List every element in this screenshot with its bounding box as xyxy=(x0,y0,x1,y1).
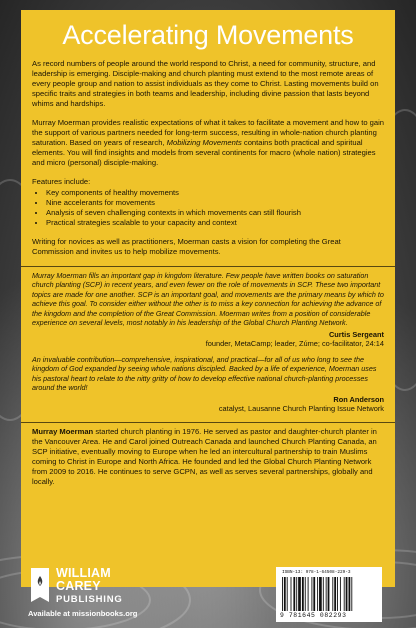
book-title: Accelerating Movements xyxy=(62,20,354,50)
endorser-role-2: catalyst, Lausanne Church Planting Issue Network xyxy=(218,403,384,413)
description-paragraph-2: Murray Moerman provides realistic expectations of what it takes to facilitate a movement and how to gain the support of various partners needed for long-term success, resulting in whole-nation church planting saturation. Based on years of research, Mobilizing Movements contains both practical and spiritual elements. You will find insights and models from several continents for macro (whole nation) strategies and micro (personal) disciple-making. xyxy=(32,118,385,168)
endorser-name-1: Curtis Sergeant xyxy=(328,329,384,339)
isbn-label: ISBN-13: 978-1-64508-229-3 xyxy=(282,570,351,575)
feature-item: • Key components of healthy movements xyxy=(46,188,384,198)
publisher-name: WILLIAM CAREY PUBLISHING xyxy=(56,566,123,605)
description-paragraph-1: As record numbers of people around the world respond to Christ, a need for community, structure, and leadership is emerging. Disciple-making and church planting must extend to the most remote areas of every people group and nation to assist individuals as they come to Christ. Lasting movements build on specific traits and strategies in both teams and leadership, including divine passion that lasts beyond whims and hardships. xyxy=(32,59,379,109)
endorser-name-2: Ron Anderson xyxy=(333,394,384,404)
publisher-logo xyxy=(28,566,168,626)
isbn-barcode xyxy=(276,567,382,622)
author-name: Murray Moerman xyxy=(32,426,94,436)
endorser-role-1: founder, MetaCamp; leader, Zúme; co-facilitator, 24:14 xyxy=(205,338,384,348)
book-reference: Mobilizing Movements xyxy=(166,138,242,148)
features-list xyxy=(32,188,384,227)
book-flame-icon xyxy=(28,566,52,604)
text-panel xyxy=(21,10,395,587)
feature-item: • Analysis of seven challenging contexts in which movements can still flourish xyxy=(46,208,384,218)
isbn-digits: 9 781645 082293 xyxy=(280,612,347,619)
endorsement-quote-2: An invaluable contribution—comprehensive, inspirational, and practical—for all of us who long to see the kingdom of God expanded by seeing whole nations discipled. Backed by a life of experience, Moerman uses his pastoral heart to relate to the nitty gritty of how to develop effective national church-planting processes around the world! xyxy=(32,354,377,393)
description-paragraph-3: Writing for novices as well as practitioners, Moerman casts a vision for completing the Great Commission and invites us to help mobilize movements. xyxy=(32,236,341,256)
feature-item: • Nine accelerants for movements xyxy=(46,198,384,208)
endorsement-quote-1: Murray Moerman fills an important gap in kingdom literature. Few people have written books on saturation church planting (SCP) in recent years, and even fewer on the role of movements in SCP. These two important topics are made for one another. SCP is an important goal, and movements are the primary means by which to achieve this goal. To consider either without the other is to miss a key connection for achieving the advance of the kingdom and the completion of the Great Commission. Moerman writes from a position of considerable experience on several levels, most notably in his leadership of the Global Church Planting Network. xyxy=(32,270,384,328)
barcode-icon xyxy=(282,577,376,611)
feature-item: • Practical strategies scalable to your capacity and context xyxy=(46,218,384,228)
section-divider xyxy=(21,266,395,267)
publisher-website: Available at missionbooks.org xyxy=(28,609,138,618)
section-divider xyxy=(21,422,395,423)
author-bio: Murray Moerman started church planting in 1976. He served as pastor and daughter-church planter in the Vancouver Area. He and Carol joined Outreach Canada and launched Church Planting Canada, an SCP initiative, eventually moving to Europe when he led an intercultural partnership to train Muslims coming to Christ in Europe and North Africa. He founded and led the Global Church Planting Network from 2009 to 2016. He continues to serve GCPN, as well as serves several partnerships, globally and locally. xyxy=(32,426,377,486)
features-heading: Features include: xyxy=(32,177,91,187)
